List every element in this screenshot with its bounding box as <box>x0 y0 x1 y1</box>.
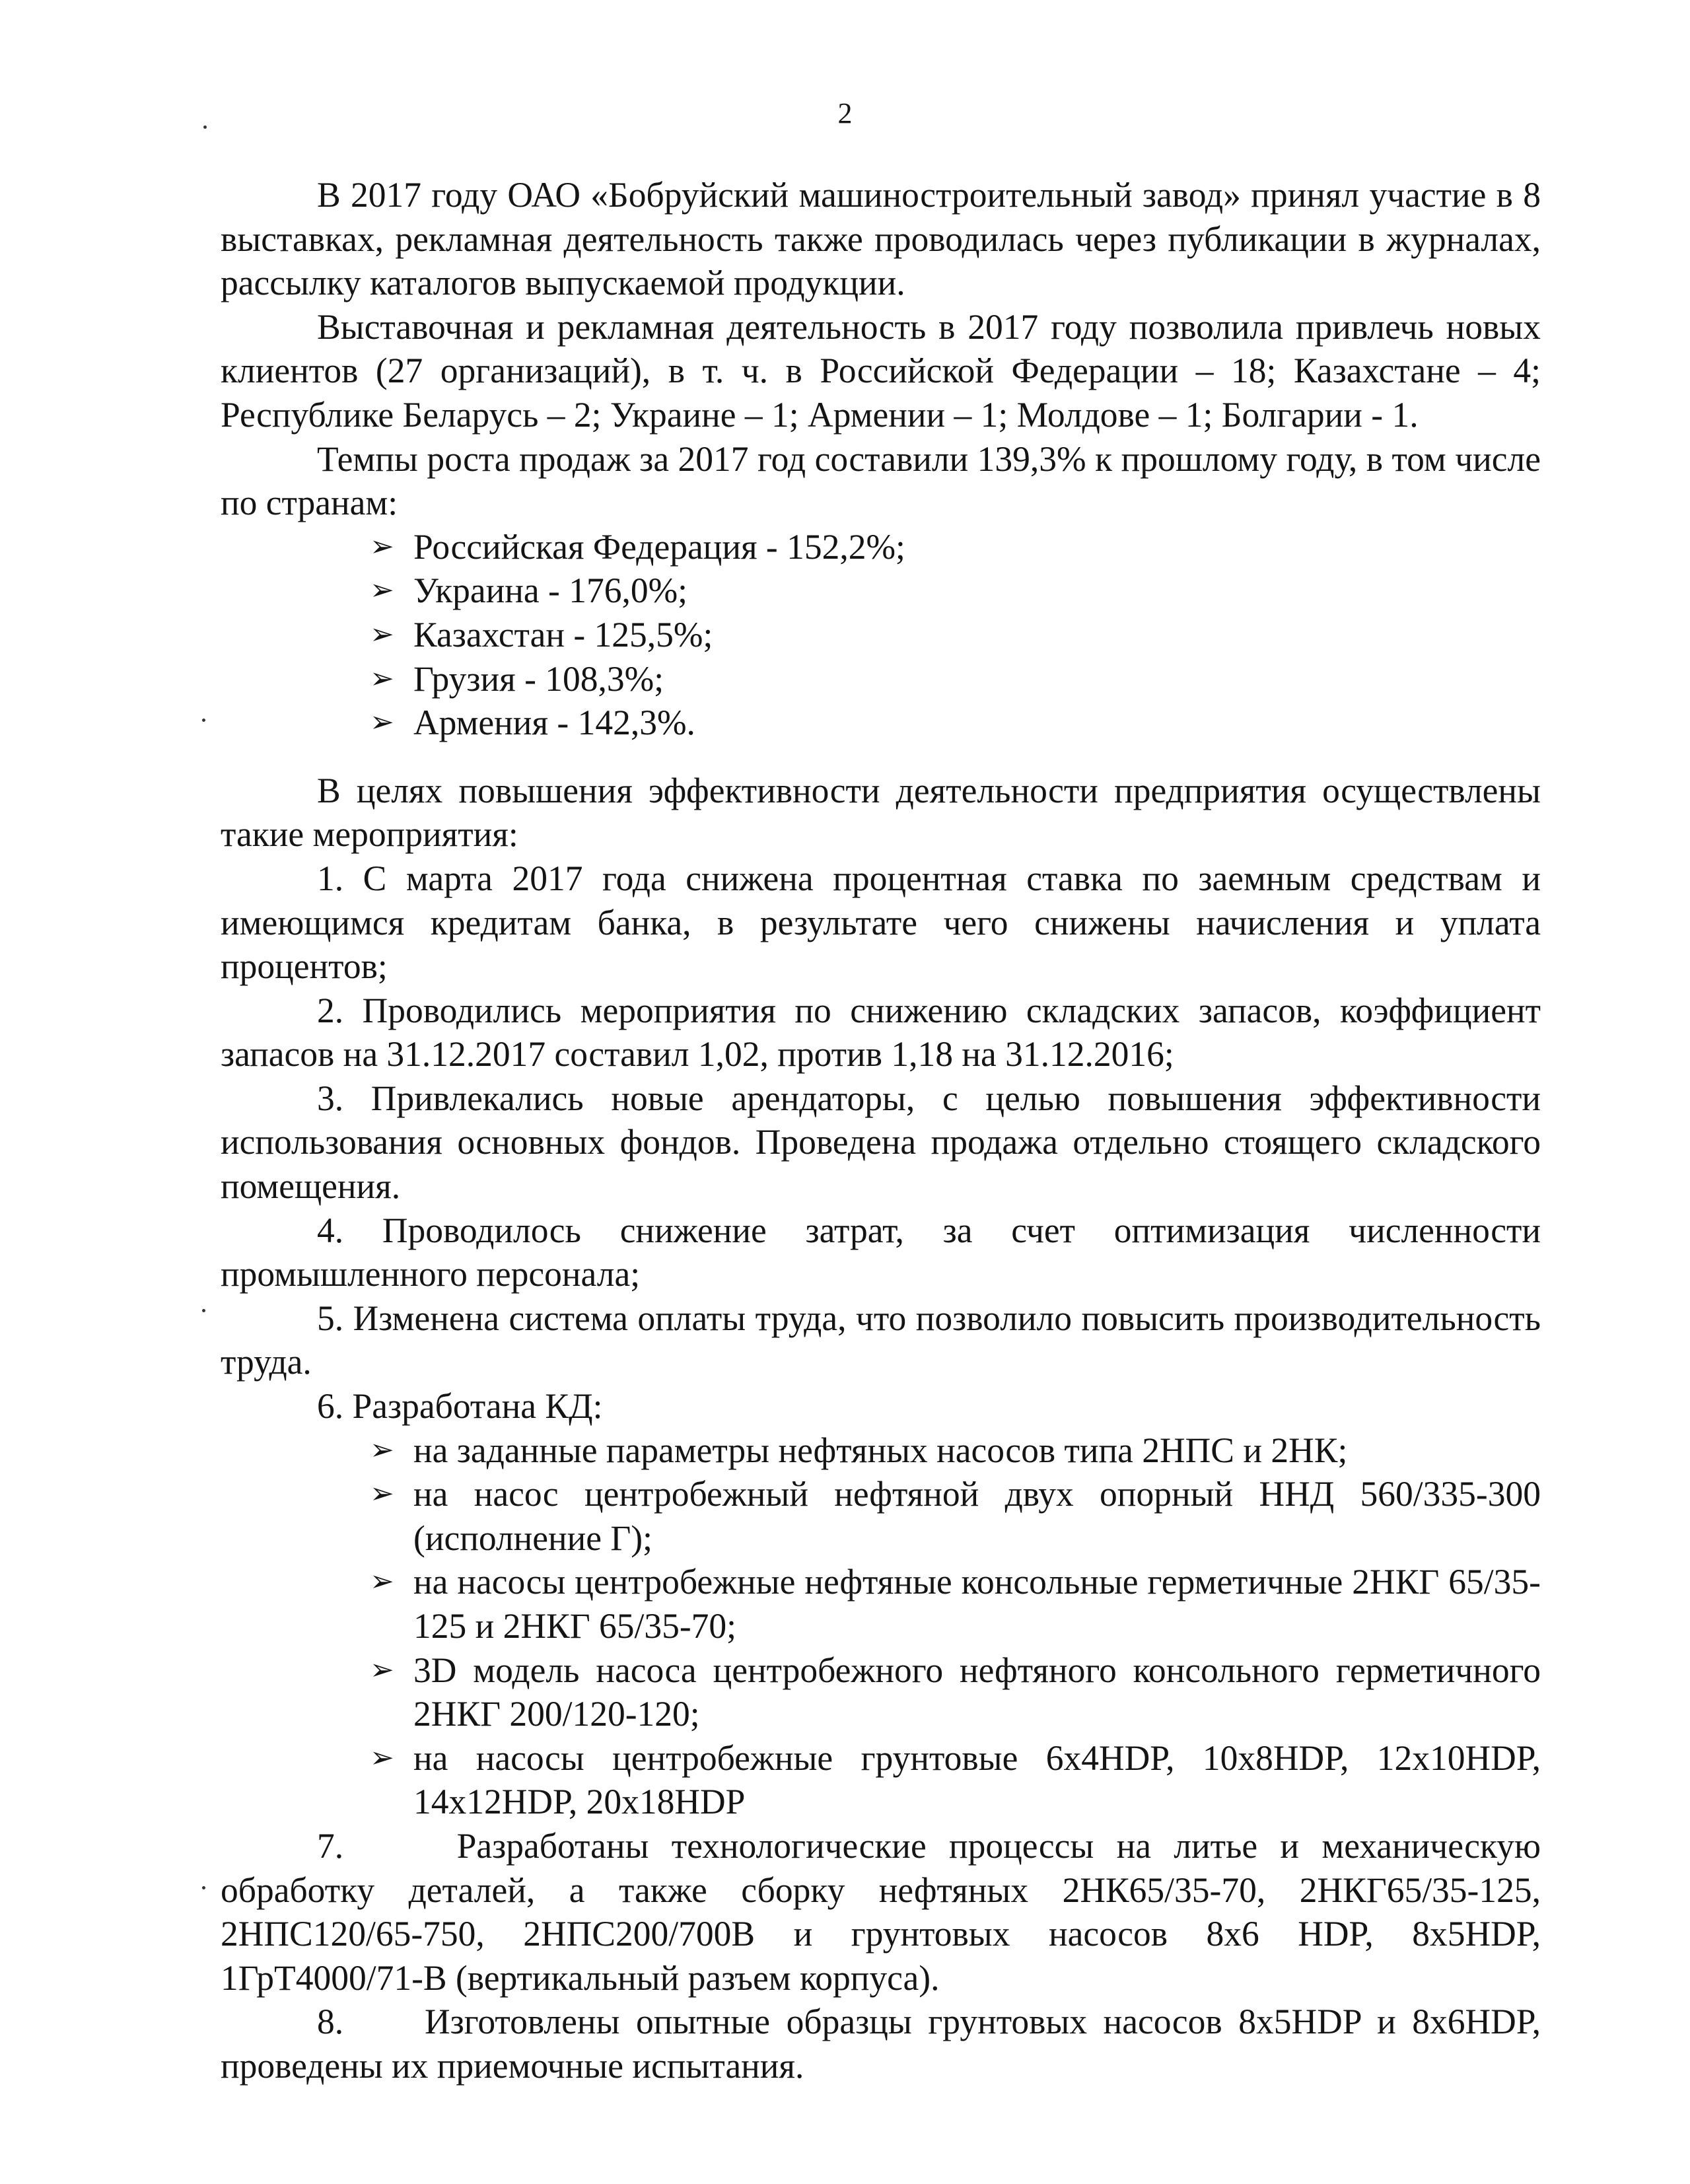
scan-speck <box>202 1309 205 1312</box>
list-item <box>221 613 1541 657</box>
list-item <box>221 701 1541 745</box>
list-item <box>221 1736 1541 1824</box>
list-item <box>221 1428 1541 1473</box>
measure-7: 7. Разработаны технологические процессы на литье и механическую обработку деталей, а также сборку нефтяных 2НК65/35-70, 2НКГ65/35-125, 2НПС120/65-750, 2НПС200/700В и грунтовых насосов 8х6 HDP, 8х5HDP, 1ГрТ4000/71-В (вертикальный разъем корпуса). <box>221 1825 1550 1998</box>
paragraph-efficiency: В целях повышения эффективности деятельности предприятия осуществлены такие мероприятия: <box>221 770 1541 855</box>
list-item <box>221 1472 1541 1560</box>
spacer <box>221 745 1541 769</box>
scan-speck <box>203 125 207 129</box>
measure-8: 8. Изготовлены опытные образцы грунтовых насосов 8х5HDP и 8х6HDP, проведены их приемочные испытания. <box>221 2002 1550 2086</box>
list-item <box>221 1648 1541 1736</box>
kd-list <box>221 1428 1541 1824</box>
list-item <box>221 525 1541 569</box>
page-number: 2 <box>837 97 853 129</box>
measure-5: 5. Изменена система оплаты труда, что позволило повысить производительность труда. <box>221 1298 1541 1382</box>
country-growth-list <box>221 525 1541 745</box>
measure-4: 4. Проводилось снижение затрат, за счет оптимизация численности промышленного персонала; <box>221 1210 1541 1294</box>
list-item-text: Российская Федерация - 152,2%; <box>413 526 905 567</box>
paragraph-new-clients: Выставочная и рекламная деятельность в 2017 году позволила привлечь новых клиентов (27 организаций), в т. ч. в Российской Федерации – 18; Казахстане – 4; Республике Беларусь – 2; Украине – 1; Армении – 1; Молдове – 1; Болгарии - 1. <box>221 306 1541 435</box>
list-item-text: Украина - 176,0%; <box>413 571 688 611</box>
list-item-text: на насосы центробежные грунтовые 6х4HDP, 10х8HDP, 12х10HDP, 14х12HDP, 20х18HDP <box>413 1738 1541 1822</box>
scan-speck <box>202 1886 205 1889</box>
paragraph-sales-growth: Темпы роста продаж за 2017 год составили 139,3% к прошлому году, в том числе по странам: <box>221 439 1541 523</box>
measure-1: 1. С марта 2017 года снижена процентная ставка по заемным средствам и имеющимся кредитам банка, в результате чего снижены начисления и уплата процентов; <box>221 858 1541 987</box>
list-item-text: на заданные параметры нефтяных насосов типа 2НПС и 2НК; <box>413 1430 1348 1470</box>
arrow-bullet-icon: ➢ <box>370 617 394 651</box>
arrow-bullet-icon: ➢ <box>370 1432 394 1467</box>
measure-6: 6. Разработана КД: <box>317 1386 603 1427</box>
scan-speck <box>202 719 205 722</box>
measure-3: 3. Привлекались новые арендаторы, с целью повышения эффективности использования основных фондов. Проведена продажа отдельно стоящего складского помещения. <box>221 1078 1541 1207</box>
list-item-text: Казахстан - 125,5%; <box>413 614 713 654</box>
list-item-text: Армения - 142,3%. <box>413 703 695 743</box>
list-item-text: Грузия - 108,3%; <box>413 658 664 699</box>
arrow-bullet-icon: ➢ <box>370 661 394 695</box>
list-item <box>221 657 1541 701</box>
list-item-text: на насосы центробежные нефтяные консольные герметичные 2НКГ 65/35-125 и 2НКГ 65/35-70; <box>413 1562 1541 1646</box>
arrow-bullet-icon: ➢ <box>370 1565 394 1599</box>
list-item-text: на насос центробежный нефтяной двух опорный ННД 560/335-300 (исполнение Г); <box>413 1474 1541 1558</box>
list-item <box>221 1560 1541 1648</box>
document-body <box>221 173 1550 2088</box>
measure-2: 2. Проводились мероприятия по снижению складских запасов, коэффициент запасов на 31.12.2017 составил 1,02, против 1,18 на 31.12.2016; <box>221 990 1541 1074</box>
paragraph-exhibitions: В 2017 году ОАО «Бобруйский машиностроительный завод» принял участие в 8 выставках, рекламная деятельность также проводилась через публикации в журналах, рассылку каталогов выпускаемой продукции. <box>221 175 1541 303</box>
arrow-bullet-icon: ➢ <box>370 705 394 740</box>
arrow-bullet-icon: ➢ <box>370 1740 394 1775</box>
list-item <box>221 569 1541 613</box>
arrow-bullet-icon: ➢ <box>370 529 394 563</box>
arrow-bullet-icon: ➢ <box>370 1477 394 1511</box>
arrow-bullet-icon: ➢ <box>370 573 394 608</box>
arrow-bullet-icon: ➢ <box>370 1652 394 1687</box>
list-item-text: 3D модель насоса центробежного нефтяного консольного герметичного 2НКГ 200/120-120; <box>413 1650 1541 1734</box>
